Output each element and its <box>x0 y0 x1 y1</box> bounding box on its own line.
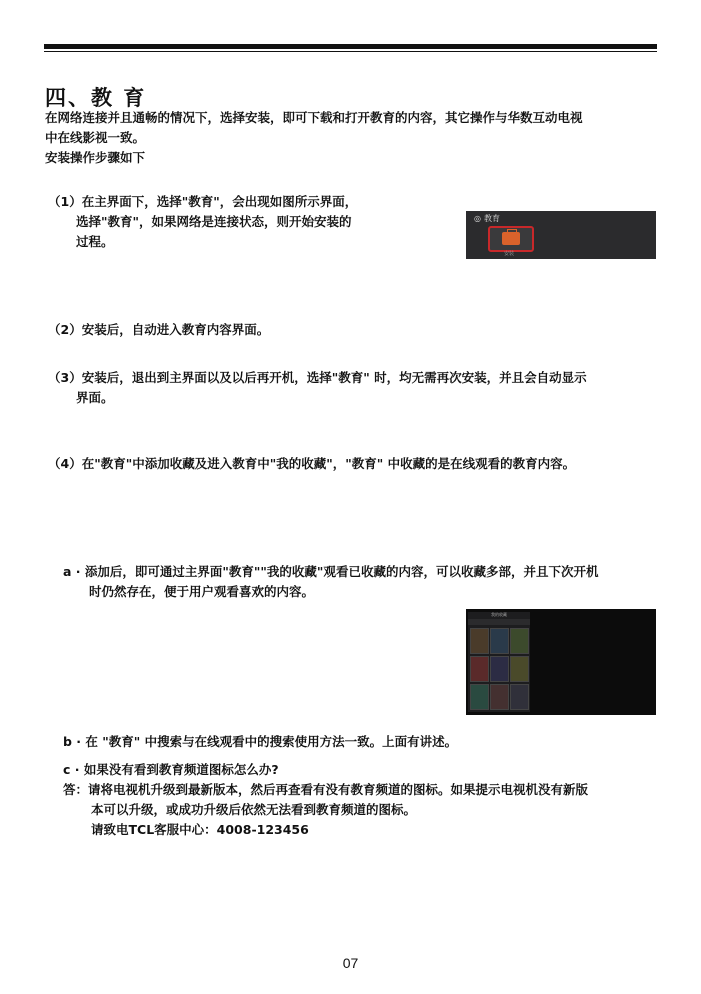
section-title: 四、教 育 <box>45 86 147 110</box>
note-a <box>63 562 598 602</box>
poster-thumbnail <box>470 684 489 710</box>
intro-line-2: 中在线影视一致。 <box>45 130 146 145</box>
page-number: 07 <box>342 955 359 971</box>
header-rule-thick <box>44 44 657 49</box>
favorites-screenshot <box>466 609 656 715</box>
poster-thumbnail <box>510 656 529 682</box>
note-b: b · 在 "教育" 中搜索与在线观看中的搜索使用方法一致。上面有讲述。 <box>63 734 458 749</box>
step-1 <box>48 192 357 252</box>
poster-thumbnail <box>470 628 489 654</box>
step-3 <box>48 368 587 408</box>
poster-thumbnail <box>510 684 529 710</box>
poster-thumbnail <box>490 684 509 710</box>
intro-line-1: 在网络连接并且通畅的情况下，选择安装，即可下载和打开教育的内容，其它操作与华数互动电视 <box>45 110 583 125</box>
poster-thumbnail <box>490 628 509 654</box>
favorites-header: 我的收藏 <box>491 612 507 617</box>
answer-line-2: 本可以升级，或成功升级后依然无法看到教育频道的图标。 <box>91 802 417 817</box>
screenshot-header-label: 教育 <box>483 214 500 223</box>
answer-line-3: 请致电TCL客服中心：4008-123456 <box>91 822 309 837</box>
education-install-screenshot <box>466 211 656 259</box>
step-1-line-2: 选择"教育"，如果网络是连接状态，则开始安装的 <box>76 214 352 229</box>
poster-thumbnail <box>490 656 509 682</box>
note-a-line-2: 时仍然存在，便于用户观看喜欢的内容。 <box>89 584 315 599</box>
education-app-tile <box>488 226 534 252</box>
step-1-line-1: （1）在主界面下，选择"教育"，会出现如图所示界面， <box>48 194 358 209</box>
poster-thumbnail <box>470 656 489 682</box>
note-c <box>63 760 279 780</box>
header-rule-thin <box>44 51 657 52</box>
note-a-line-1: a · 添加后，即可通过主界面"教育""我的收藏"观看已收藏的内容，可以收藏多部，并且下次开机 <box>63 564 599 579</box>
favorites-tabs <box>468 619 530 625</box>
step-3-line-1: （3）安装后，退出到主界面以及以后再开机，选择"教育" 时，均无需再次安装，并且会自动显示 <box>48 370 587 385</box>
intro-line-3: 安装操作步骤如下 <box>45 150 146 165</box>
intro <box>45 108 583 168</box>
note-c-question: c · 如果没有看到教育频道图标怎么办? <box>63 762 279 777</box>
graduation-cap-icon: ◎ <box>474 214 481 223</box>
poster-thumbnail <box>510 628 529 654</box>
screenshot-header <box>474 213 500 224</box>
step-1-line-3: 过程。 <box>76 234 114 249</box>
step-2: （2）安装后，自动进入教育内容界面。 <box>48 322 270 337</box>
step-4: （4）在"教育"中添加收藏及进入教育中"我的收藏"，"教育" 中收藏的是在线观看的教育内容。 <box>48 456 576 471</box>
screenshot-caption: 安装 <box>504 251 515 257</box>
toolbox-icon <box>502 232 520 245</box>
favorites-panel <box>468 612 530 712</box>
answer <box>63 780 588 840</box>
answer-line-1: 答：请将电视机升级到最新版本，然后再查看有没有教育频道的图标。如果提示电视机没有新版 <box>63 782 589 797</box>
step-3-line-2: 界面。 <box>76 390 114 405</box>
